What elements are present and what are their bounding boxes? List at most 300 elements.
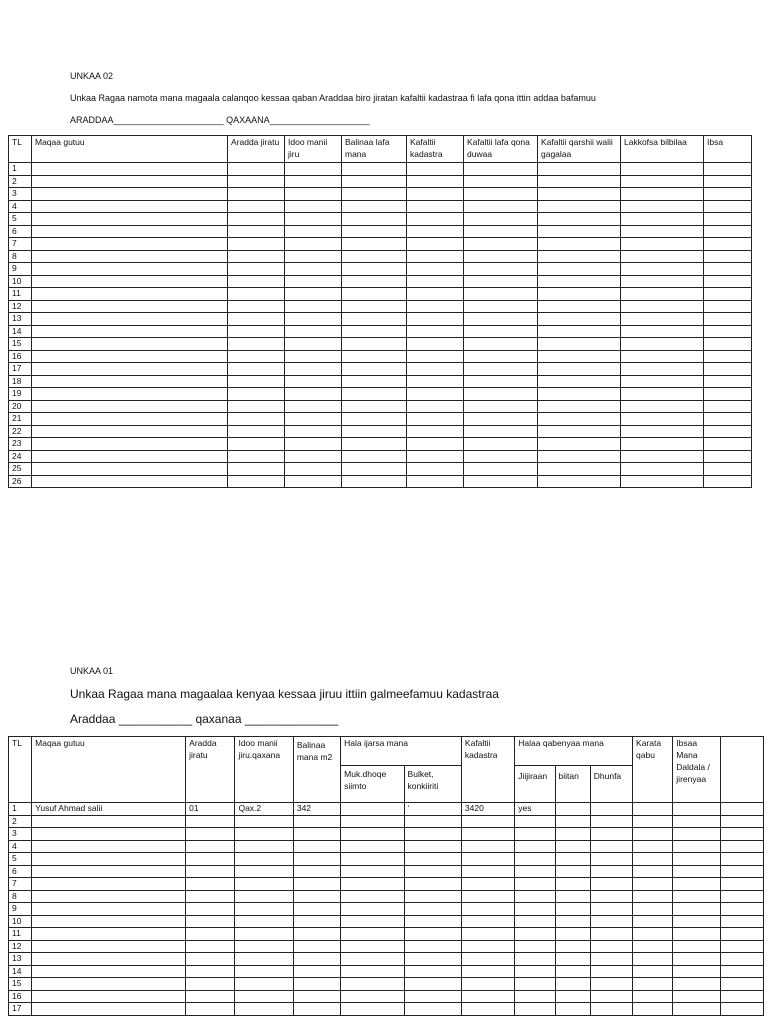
table-cell[interactable] bbox=[228, 288, 285, 301]
table-cell[interactable] bbox=[342, 288, 407, 301]
table-cell[interactable] bbox=[407, 250, 464, 263]
table-cell[interactable] bbox=[342, 250, 407, 263]
table-cell[interactable] bbox=[633, 865, 673, 878]
table-cell[interactable] bbox=[720, 990, 763, 1003]
table-cell[interactable] bbox=[720, 928, 763, 941]
table-cell[interactable] bbox=[186, 940, 235, 953]
table-cell[interactable] bbox=[704, 375, 752, 388]
table-cell[interactable] bbox=[228, 188, 285, 201]
table-cell[interactable] bbox=[621, 263, 704, 276]
table-cell[interactable] bbox=[673, 853, 720, 866]
table-cell[interactable] bbox=[464, 450, 538, 463]
table-cell[interactable] bbox=[464, 288, 538, 301]
table-cell[interactable] bbox=[590, 828, 632, 841]
table-cell[interactable] bbox=[342, 363, 407, 376]
table-cell[interactable] bbox=[590, 853, 632, 866]
table-cell[interactable] bbox=[342, 188, 407, 201]
table-cell[interactable] bbox=[285, 263, 342, 276]
table-cell[interactable] bbox=[538, 388, 621, 401]
table-cell[interactable] bbox=[590, 978, 632, 991]
table-cell[interactable] bbox=[621, 338, 704, 351]
table-cell[interactable] bbox=[538, 250, 621, 263]
table-cell[interactable] bbox=[621, 275, 704, 288]
table-cell[interactable] bbox=[464, 425, 538, 438]
table-cell[interactable] bbox=[621, 213, 704, 226]
table-cell[interactable] bbox=[285, 313, 342, 326]
table-cell[interactable] bbox=[341, 890, 404, 903]
table-cell[interactable] bbox=[464, 163, 538, 176]
table-cell[interactable] bbox=[555, 953, 590, 966]
table-cell[interactable] bbox=[538, 313, 621, 326]
table-cell[interactable] bbox=[538, 438, 621, 451]
table-cell[interactable] bbox=[515, 940, 555, 953]
table-cell[interactable] bbox=[538, 238, 621, 251]
table-cell[interactable] bbox=[186, 1003, 235, 1016]
table-cell[interactable] bbox=[407, 475, 464, 488]
table-cell[interactable] bbox=[538, 350, 621, 363]
table-cell[interactable] bbox=[461, 928, 514, 941]
table-cell[interactable] bbox=[464, 250, 538, 263]
table-cell[interactable] bbox=[704, 450, 752, 463]
table-cell[interactable] bbox=[621, 363, 704, 376]
table-cell[interactable] bbox=[342, 175, 407, 188]
table-cell[interactable] bbox=[555, 840, 590, 853]
table-cell[interactable] bbox=[293, 940, 340, 953]
table-cell[interactable] bbox=[633, 878, 673, 891]
table-cell[interactable] bbox=[590, 940, 632, 953]
table-cell[interactable] bbox=[404, 1003, 461, 1016]
table-cell[interactable] bbox=[538, 300, 621, 313]
table-cell[interactable] bbox=[621, 413, 704, 426]
table-cell[interactable] bbox=[673, 965, 720, 978]
table-cell[interactable] bbox=[228, 213, 285, 226]
table-cell[interactable] bbox=[621, 325, 704, 338]
table-cell[interactable] bbox=[228, 425, 285, 438]
table-cell[interactable] bbox=[555, 865, 590, 878]
table-cell[interactable] bbox=[186, 978, 235, 991]
table-cell[interactable] bbox=[341, 965, 404, 978]
table-cell[interactable] bbox=[633, 990, 673, 1003]
table-cell[interactable] bbox=[555, 1003, 590, 1016]
table-cell[interactable] bbox=[32, 338, 228, 351]
table-cell[interactable] bbox=[293, 928, 340, 941]
table-cell[interactable] bbox=[235, 990, 293, 1003]
table-cell[interactable] bbox=[407, 263, 464, 276]
table-cell[interactable] bbox=[633, 815, 673, 828]
table-cell[interactable] bbox=[621, 163, 704, 176]
table-cell[interactable] bbox=[407, 350, 464, 363]
table-cell[interactable] bbox=[407, 188, 464, 201]
table-cell[interactable] bbox=[293, 865, 340, 878]
table-cell[interactable] bbox=[32, 163, 228, 176]
table-cell[interactable] bbox=[704, 413, 752, 426]
table-cell[interactable] bbox=[32, 263, 228, 276]
table-cell[interactable] bbox=[235, 853, 293, 866]
table-cell[interactable] bbox=[633, 1003, 673, 1016]
table-cell[interactable] bbox=[235, 840, 293, 853]
table-cell[interactable] bbox=[621, 288, 704, 301]
table-cell[interactable] bbox=[515, 965, 555, 978]
table-cell[interactable] bbox=[186, 828, 235, 841]
table-cell[interactable] bbox=[404, 890, 461, 903]
table-cell[interactable] bbox=[590, 878, 632, 891]
table-cell[interactable] bbox=[633, 890, 673, 903]
table-cell[interactable] bbox=[32, 300, 228, 313]
table-cell[interactable] bbox=[285, 250, 342, 263]
table-cell[interactable] bbox=[621, 475, 704, 488]
table-cell[interactable] bbox=[341, 815, 404, 828]
table-cell[interactable] bbox=[464, 375, 538, 388]
table-cell[interactable] bbox=[342, 338, 407, 351]
table-cell[interactable] bbox=[32, 438, 228, 451]
table-cell[interactable] bbox=[32, 463, 228, 476]
table-cell[interactable] bbox=[673, 903, 720, 916]
table-cell[interactable] bbox=[186, 815, 235, 828]
table-cell[interactable] bbox=[32, 903, 186, 916]
table-cell[interactable] bbox=[342, 450, 407, 463]
table-cell[interactable] bbox=[404, 828, 461, 841]
table-cell[interactable] bbox=[538, 375, 621, 388]
table-cell[interactable] bbox=[228, 363, 285, 376]
table-cell[interactable] bbox=[285, 400, 342, 413]
table-cell[interactable] bbox=[228, 450, 285, 463]
table-cell[interactable] bbox=[538, 288, 621, 301]
table-cell[interactable] bbox=[32, 815, 186, 828]
table-cell[interactable] bbox=[515, 990, 555, 1003]
table-cell[interactable] bbox=[285, 413, 342, 426]
table-cell[interactable] bbox=[235, 978, 293, 991]
table-cell[interactable] bbox=[464, 413, 538, 426]
table-cell[interactable] bbox=[720, 840, 763, 853]
table-cell[interactable] bbox=[235, 878, 293, 891]
table-cell[interactable] bbox=[341, 953, 404, 966]
table-cell[interactable] bbox=[32, 250, 228, 263]
table-cell[interactable] bbox=[704, 175, 752, 188]
table-cell[interactable] bbox=[235, 1003, 293, 1016]
table-cell[interactable] bbox=[186, 915, 235, 928]
table-cell[interactable] bbox=[342, 438, 407, 451]
table-cell[interactable] bbox=[228, 475, 285, 488]
table-cell[interactable] bbox=[633, 953, 673, 966]
table-cell[interactable] bbox=[407, 363, 464, 376]
table-cell[interactable] bbox=[293, 990, 340, 1003]
table-cell[interactable] bbox=[704, 325, 752, 338]
table-cell[interactable] bbox=[464, 475, 538, 488]
table-cell[interactable] bbox=[673, 840, 720, 853]
table-cell[interactable] bbox=[186, 903, 235, 916]
table-cell[interactable] bbox=[32, 475, 228, 488]
table-cell[interactable] bbox=[285, 238, 342, 251]
table-cell[interactable] bbox=[342, 313, 407, 326]
table-cell[interactable] bbox=[538, 475, 621, 488]
table-cell[interactable] bbox=[407, 325, 464, 338]
table-cell[interactable] bbox=[590, 965, 632, 978]
table-cell[interactable] bbox=[32, 890, 186, 903]
table-cell[interactable] bbox=[704, 250, 752, 263]
table-cell[interactable] bbox=[720, 1003, 763, 1016]
table-cell[interactable] bbox=[186, 928, 235, 941]
table-cell[interactable] bbox=[341, 940, 404, 953]
table-cell[interactable] bbox=[515, 928, 555, 941]
table-cell[interactable] bbox=[673, 915, 720, 928]
table-cell[interactable] bbox=[464, 438, 538, 451]
table-cell[interactable] bbox=[538, 363, 621, 376]
table-cell[interactable] bbox=[404, 953, 461, 966]
table-cell[interactable] bbox=[621, 313, 704, 326]
table-cell[interactable] bbox=[285, 438, 342, 451]
table-cell[interactable] bbox=[228, 338, 285, 351]
table-cell[interactable] bbox=[621, 300, 704, 313]
table-cell[interactable] bbox=[228, 350, 285, 363]
table-cell[interactable] bbox=[407, 450, 464, 463]
table-cell[interactable] bbox=[235, 915, 293, 928]
table-cell[interactable] bbox=[186, 953, 235, 966]
table-cell[interactable] bbox=[342, 388, 407, 401]
table-cell[interactable] bbox=[285, 463, 342, 476]
table-cell[interactable] bbox=[293, 978, 340, 991]
table-cell[interactable] bbox=[720, 865, 763, 878]
table-cell[interactable] bbox=[555, 878, 590, 891]
table-cell[interactable] bbox=[633, 940, 673, 953]
table-cell[interactable] bbox=[293, 903, 340, 916]
table-cell[interactable] bbox=[673, 890, 720, 903]
table-cell[interactable] bbox=[32, 413, 228, 426]
table-cell[interactable] bbox=[538, 213, 621, 226]
table-cell[interactable] bbox=[515, 878, 555, 891]
table-cell[interactable] bbox=[32, 928, 186, 941]
table-cell[interactable] bbox=[461, 878, 514, 891]
table-cell[interactable] bbox=[293, 828, 340, 841]
table-cell[interactable] bbox=[404, 965, 461, 978]
table-cell[interactable] bbox=[186, 990, 235, 1003]
table-cell[interactable] bbox=[621, 200, 704, 213]
table-cell[interactable] bbox=[341, 865, 404, 878]
table-cell[interactable] bbox=[32, 840, 186, 853]
table-cell[interactable] bbox=[186, 853, 235, 866]
table-cell[interactable] bbox=[590, 815, 632, 828]
table-cell[interactable] bbox=[293, 890, 340, 903]
table-cell[interactable] bbox=[285, 350, 342, 363]
table-cell[interactable] bbox=[720, 965, 763, 978]
table-cell[interactable] bbox=[407, 375, 464, 388]
table-cell[interactable] bbox=[704, 213, 752, 226]
table-cell[interactable] bbox=[633, 903, 673, 916]
table-cell[interactable] bbox=[704, 438, 752, 451]
table-cell[interactable] bbox=[293, 878, 340, 891]
table-cell[interactable] bbox=[342, 425, 407, 438]
table-cell[interactable] bbox=[555, 903, 590, 916]
table-cell[interactable] bbox=[461, 840, 514, 853]
table-cell[interactable] bbox=[32, 363, 228, 376]
table-cell[interactable] bbox=[32, 450, 228, 463]
table-cell[interactable] bbox=[285, 388, 342, 401]
table-cell[interactable] bbox=[404, 865, 461, 878]
table-cell[interactable] bbox=[285, 375, 342, 388]
table-cell[interactable] bbox=[235, 940, 293, 953]
table-cell[interactable] bbox=[341, 903, 404, 916]
table-cell[interactable] bbox=[515, 853, 555, 866]
table-cell[interactable] bbox=[590, 990, 632, 1003]
table-cell[interactable] bbox=[720, 853, 763, 866]
table-cell[interactable] bbox=[673, 1003, 720, 1016]
table-cell[interactable] bbox=[32, 878, 186, 891]
table-cell[interactable] bbox=[32, 275, 228, 288]
table-cell[interactable] bbox=[590, 1003, 632, 1016]
table-cell[interactable] bbox=[464, 213, 538, 226]
table-cell[interactable] bbox=[32, 325, 228, 338]
table-cell[interactable] bbox=[555, 828, 590, 841]
table-cell[interactable] bbox=[404, 928, 461, 941]
table-cell[interactable] bbox=[461, 953, 514, 966]
table-cell[interactable] bbox=[32, 175, 228, 188]
table-cell[interactable] bbox=[633, 853, 673, 866]
table-cell[interactable] bbox=[538, 263, 621, 276]
table-cell[interactable] bbox=[704, 275, 752, 288]
table-cell[interactable] bbox=[555, 965, 590, 978]
table-cell[interactable] bbox=[464, 300, 538, 313]
table-cell[interactable] bbox=[464, 200, 538, 213]
table-cell[interactable] bbox=[633, 828, 673, 841]
table-cell[interactable] bbox=[538, 163, 621, 176]
table-cell[interactable] bbox=[32, 965, 186, 978]
table-cell[interactable] bbox=[515, 865, 555, 878]
table-cell[interactable] bbox=[285, 288, 342, 301]
table-cell[interactable] bbox=[673, 990, 720, 1003]
table-cell[interactable] bbox=[464, 338, 538, 351]
table-cell[interactable] bbox=[228, 463, 285, 476]
table-cell[interactable] bbox=[538, 450, 621, 463]
table-cell[interactable] bbox=[228, 400, 285, 413]
table-cell[interactable] bbox=[538, 275, 621, 288]
table-cell[interactable] bbox=[407, 413, 464, 426]
table-cell[interactable] bbox=[228, 275, 285, 288]
table-cell[interactable] bbox=[461, 865, 514, 878]
table-cell[interactable] bbox=[673, 940, 720, 953]
table-cell[interactable] bbox=[704, 388, 752, 401]
table-cell[interactable] bbox=[342, 375, 407, 388]
table-cell[interactable] bbox=[633, 840, 673, 853]
table-cell[interactable] bbox=[407, 163, 464, 176]
table-cell[interactable] bbox=[704, 463, 752, 476]
table-cell[interactable] bbox=[464, 363, 538, 376]
table-cell[interactable] bbox=[285, 225, 342, 238]
table-cell[interactable] bbox=[515, 840, 555, 853]
table-cell[interactable] bbox=[621, 188, 704, 201]
table-cell[interactable] bbox=[621, 250, 704, 263]
table-cell[interactable] bbox=[228, 163, 285, 176]
table-cell[interactable] bbox=[720, 815, 763, 828]
table-cell[interactable] bbox=[186, 840, 235, 853]
table-cell[interactable] bbox=[342, 413, 407, 426]
table-cell[interactable] bbox=[342, 300, 407, 313]
table-cell[interactable] bbox=[186, 890, 235, 903]
table-cell[interactable] bbox=[404, 903, 461, 916]
table-cell[interactable] bbox=[538, 425, 621, 438]
table-cell[interactable] bbox=[235, 928, 293, 941]
table-cell[interactable] bbox=[404, 990, 461, 1003]
table-cell[interactable] bbox=[341, 978, 404, 991]
table-cell[interactable] bbox=[621, 388, 704, 401]
table-cell[interactable] bbox=[633, 978, 673, 991]
table-cell[interactable] bbox=[341, 828, 404, 841]
table-cell[interactable] bbox=[590, 953, 632, 966]
table-cell[interactable] bbox=[704, 300, 752, 313]
table-cell[interactable] bbox=[720, 903, 763, 916]
table-cell[interactable] bbox=[515, 1003, 555, 1016]
table-cell[interactable] bbox=[228, 313, 285, 326]
table-cell[interactable] bbox=[293, 1003, 340, 1016]
table-cell[interactable] bbox=[515, 828, 555, 841]
table-cell[interactable] bbox=[621, 375, 704, 388]
table-cell[interactable] bbox=[555, 940, 590, 953]
table-cell[interactable] bbox=[538, 225, 621, 238]
table-cell[interactable] bbox=[464, 463, 538, 476]
table-cell[interactable] bbox=[673, 828, 720, 841]
table-cell[interactable] bbox=[342, 238, 407, 251]
table-cell[interactable] bbox=[342, 163, 407, 176]
table-cell[interactable] bbox=[235, 815, 293, 828]
table-cell[interactable] bbox=[538, 188, 621, 201]
table-cell[interactable] bbox=[555, 990, 590, 1003]
table-cell[interactable] bbox=[461, 853, 514, 866]
table-cell[interactable] bbox=[633, 965, 673, 978]
table-cell[interactable] bbox=[720, 940, 763, 953]
table-cell[interactable] bbox=[342, 263, 407, 276]
table-cell[interactable] bbox=[704, 188, 752, 201]
table-cell[interactable] bbox=[285, 425, 342, 438]
table-cell[interactable] bbox=[293, 840, 340, 853]
table-cell[interactable] bbox=[461, 940, 514, 953]
table-cell[interactable] bbox=[293, 853, 340, 866]
table-cell[interactable] bbox=[32, 853, 186, 866]
table-cell[interactable] bbox=[235, 965, 293, 978]
table-cell[interactable] bbox=[235, 890, 293, 903]
table-cell[interactable] bbox=[621, 463, 704, 476]
table-cell[interactable] bbox=[621, 350, 704, 363]
table-cell[interactable] bbox=[407, 388, 464, 401]
table-cell[interactable] bbox=[235, 903, 293, 916]
table-cell[interactable] bbox=[32, 953, 186, 966]
table-cell[interactable] bbox=[341, 853, 404, 866]
table-cell[interactable] bbox=[673, 928, 720, 941]
table-cell[interactable] bbox=[621, 238, 704, 251]
table-cell[interactable] bbox=[32, 1003, 186, 1016]
table-cell[interactable] bbox=[32, 213, 228, 226]
table-cell[interactable] bbox=[555, 815, 590, 828]
table-cell[interactable] bbox=[407, 175, 464, 188]
table-cell[interactable] bbox=[32, 388, 228, 401]
table-cell[interactable] bbox=[704, 400, 752, 413]
table-cell[interactable] bbox=[285, 200, 342, 213]
table-cell[interactable] bbox=[461, 1003, 514, 1016]
table-cell[interactable] bbox=[555, 928, 590, 941]
table-cell[interactable] bbox=[285, 325, 342, 338]
table-cell[interactable] bbox=[407, 300, 464, 313]
table-cell[interactable] bbox=[704, 225, 752, 238]
table-cell[interactable] bbox=[342, 200, 407, 213]
table-cell[interactable] bbox=[464, 275, 538, 288]
table-cell[interactable] bbox=[285, 213, 342, 226]
table-cell[interactable] bbox=[285, 338, 342, 351]
table-cell[interactable] bbox=[407, 225, 464, 238]
table-cell[interactable] bbox=[461, 815, 514, 828]
table-cell[interactable] bbox=[407, 313, 464, 326]
table-cell[interactable] bbox=[633, 915, 673, 928]
table-cell[interactable] bbox=[342, 475, 407, 488]
table-cell[interactable] bbox=[407, 288, 464, 301]
table-cell[interactable] bbox=[407, 238, 464, 251]
table-cell[interactable] bbox=[186, 965, 235, 978]
